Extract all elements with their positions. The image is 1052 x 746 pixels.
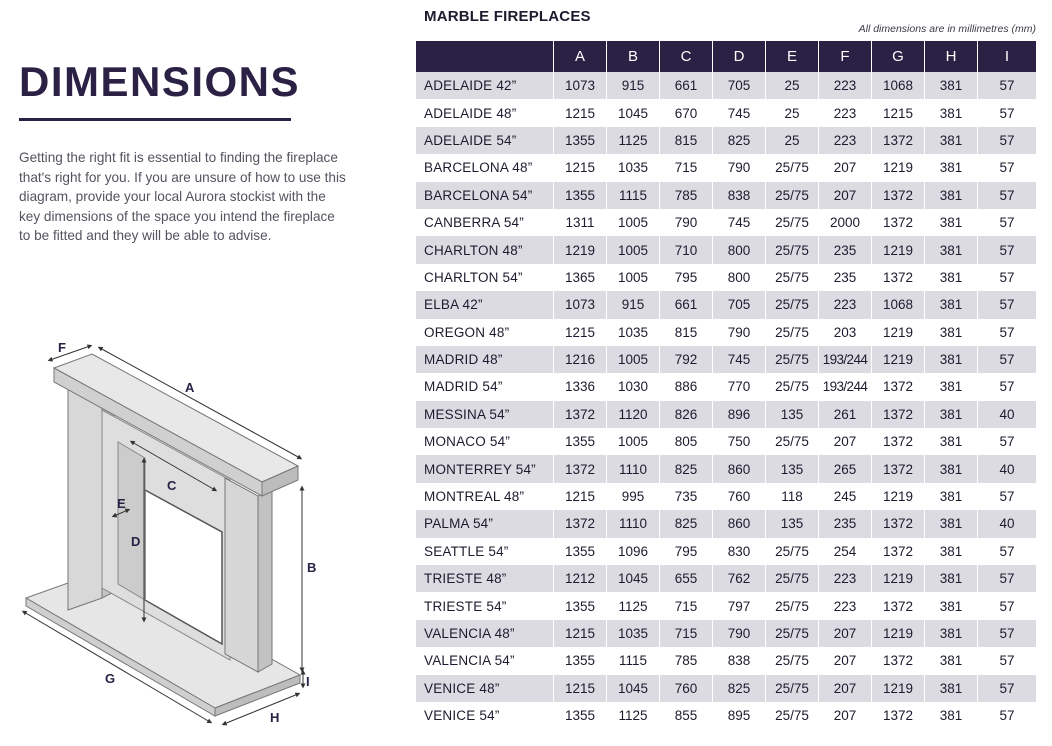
dimension-cell: 1372	[871, 264, 924, 291]
dimensions-table	[416, 41, 1036, 729]
dimension-cell: 25/75	[765, 702, 818, 729]
dimension-cell: 381	[924, 620, 977, 647]
dimension-cell: 1035	[606, 620, 659, 647]
table-body	[416, 72, 1036, 729]
model-name-cell: TRIESTE 48”	[416, 565, 553, 592]
dimension-cell: 1372	[871, 209, 924, 236]
dimension-cell: 57	[977, 154, 1036, 181]
dimension-cell: 1372	[871, 455, 924, 482]
table-row	[416, 483, 1036, 510]
dimension-cell: 25	[765, 127, 818, 154]
dimension-cell: 1005	[606, 264, 659, 291]
diagram-label-a: A	[185, 380, 195, 395]
dimension-cell: 715	[659, 620, 712, 647]
dimension-cell: 1219	[871, 620, 924, 647]
dimension-cell: 203	[818, 319, 871, 346]
header-cell-g: G	[871, 41, 924, 72]
dimension-cell: 57	[977, 538, 1036, 565]
dimension-cell: 207	[818, 675, 871, 702]
model-name-cell: MONACO 54”	[416, 428, 553, 455]
dimension-cell: 1372	[871, 373, 924, 400]
dimension-cell: 1005	[606, 236, 659, 263]
dimension-cell: 381	[924, 182, 977, 209]
dimension-cell: 715	[659, 154, 712, 181]
dimension-cell: 381	[924, 154, 977, 181]
dimension-cell: 40	[977, 401, 1036, 428]
model-name-cell: ADELAIDE 48”	[416, 99, 553, 126]
dimension-cell: 745	[712, 346, 765, 373]
dimension-cell: 1068	[871, 291, 924, 318]
dimension-cell: 235	[818, 264, 871, 291]
table-row	[416, 565, 1036, 592]
dimension-cell: 1219	[871, 236, 924, 263]
dimension-cell: 245	[818, 483, 871, 510]
dimension-cell: 1215	[553, 154, 606, 181]
header-cell-i: I	[977, 41, 1036, 72]
dimension-cell: 25/75	[765, 209, 818, 236]
dimension-cell: 1219	[553, 236, 606, 263]
dimension-cell: 792	[659, 346, 712, 373]
dimension-cell: 1372	[553, 510, 606, 537]
dimension-cell: 1005	[606, 346, 659, 373]
dimension-cell: 25/75	[765, 346, 818, 373]
model-name-cell: PALMA 54”	[416, 510, 553, 537]
dimension-cell: 381	[924, 209, 977, 236]
dimension-cell: 800	[712, 236, 765, 263]
dimension-cell: 1073	[553, 72, 606, 99]
dimension-cell: 1372	[871, 702, 924, 729]
dimension-cell: 57	[977, 428, 1036, 455]
dimension-cell: 381	[924, 510, 977, 537]
dimension-cell: 135	[765, 455, 818, 482]
dimension-cell: 750	[712, 428, 765, 455]
dimension-cell: 1073	[553, 291, 606, 318]
diagram-label-g: G	[105, 671, 116, 686]
dimension-cell: 1365	[553, 264, 606, 291]
dimension-cell: 57	[977, 565, 1036, 592]
dimension-cell: 1336	[553, 373, 606, 400]
intro-paragraph: Getting the right fit is essential to finding the fireplace that's right for you. If you are unsure of how to use this diagram, provide your local Aurora stockist with the key dimensions of the space you intend the fireplace to be fitted and they will be able to advise.	[19, 150, 346, 243]
dimension-cell: 25/75	[765, 620, 818, 647]
dimension-cell: 223	[818, 291, 871, 318]
header-cell-h: H	[924, 41, 977, 72]
dimension-cell: 40	[977, 510, 1036, 537]
dimension-cell: 223	[818, 565, 871, 592]
dimension-cell: 1355	[553, 538, 606, 565]
model-name-cell: MESSINA 54”	[416, 401, 553, 428]
dimension-cell: 57	[977, 319, 1036, 346]
units-note: All dimensions are in millimetres (mm)	[858, 23, 1036, 35]
dimension-cell: 915	[606, 291, 659, 318]
dimension-cell: 25/75	[765, 264, 818, 291]
dimension-cell: 135	[765, 510, 818, 537]
dimension-cell: 1110	[606, 510, 659, 537]
dimension-cell: 57	[977, 483, 1036, 510]
dimension-cell: 207	[818, 154, 871, 181]
table-row	[416, 182, 1036, 209]
model-name-cell: VALENCIA 54”	[416, 647, 553, 674]
model-name-cell: BARCELONA 48”	[416, 154, 553, 181]
dimension-cell: 57	[977, 182, 1036, 209]
dimension-cell: 25	[765, 72, 818, 99]
dimension-cell: 381	[924, 538, 977, 565]
table-row	[416, 538, 1036, 565]
dimension-cell: 1355	[553, 592, 606, 619]
table-row	[416, 620, 1036, 647]
dimension-cell: 760	[659, 675, 712, 702]
dimension-cell: 1215	[553, 99, 606, 126]
dimension-cell: 745	[712, 99, 765, 126]
dimension-cell: 1372	[871, 538, 924, 565]
header-cell-e: E	[765, 41, 818, 72]
header-cell-d: D	[712, 41, 765, 72]
dimension-cell: 1355	[553, 702, 606, 729]
dimension-cell: 815	[659, 319, 712, 346]
dimension-cell: 223	[818, 127, 871, 154]
table-row	[416, 510, 1036, 537]
dimension-cell: 705	[712, 291, 765, 318]
dimension-cell: 25	[765, 99, 818, 126]
dimension-cell: 670	[659, 99, 712, 126]
dimension-cell: 825	[659, 510, 712, 537]
dimension-cell: 207	[818, 620, 871, 647]
dimension-cell: 895	[712, 702, 765, 729]
dimension-cell: 1372	[871, 428, 924, 455]
model-name-cell: ADELAIDE 54”	[416, 127, 553, 154]
table-row	[416, 154, 1036, 181]
dimension-cell: 805	[659, 428, 712, 455]
dimension-cell: 760	[712, 483, 765, 510]
dimension-cell: 705	[712, 72, 765, 99]
dimension-cell: 1035	[606, 319, 659, 346]
diagram-label-h: H	[270, 710, 280, 725]
dimension-cell: 381	[924, 127, 977, 154]
dimension-cell: 762	[712, 565, 765, 592]
model-name-cell: TRIESTE 54”	[416, 592, 553, 619]
model-name-cell: BARCELONA 54”	[416, 182, 553, 209]
dimension-cell: 25/75	[765, 182, 818, 209]
dimension-cell: 770	[712, 373, 765, 400]
dimension-cell: 1215	[871, 99, 924, 126]
dimension-cell: 860	[712, 455, 765, 482]
dimension-cell: 825	[712, 675, 765, 702]
header-cell-b: B	[606, 41, 659, 72]
table-row	[416, 675, 1036, 702]
dimension-cell: 381	[924, 236, 977, 263]
dimension-cell: 826	[659, 401, 712, 428]
table-row	[416, 236, 1036, 263]
dimension-cell: 1355	[553, 127, 606, 154]
dimension-cell: 223	[818, 72, 871, 99]
dimension-cell: 57	[977, 702, 1036, 729]
dimension-cell: 1355	[553, 647, 606, 674]
dimension-cell: 1125	[606, 127, 659, 154]
dimension-cell: 815	[659, 127, 712, 154]
dimension-cell: 57	[977, 620, 1036, 647]
dimension-cell: 57	[977, 127, 1036, 154]
table-header-row	[416, 41, 1036, 72]
dimension-cell: 381	[924, 291, 977, 318]
dimension-cell: 207	[818, 647, 871, 674]
dimension-cell: 896	[712, 401, 765, 428]
table-row	[416, 209, 1036, 236]
dimension-cell: 1215	[553, 483, 606, 510]
dimension-cell: 25/75	[765, 428, 818, 455]
model-name-cell: CHARLTON 48”	[416, 236, 553, 263]
model-name-cell: VENICE 48”	[416, 675, 553, 702]
dimension-cell: 381	[924, 455, 977, 482]
table-row	[416, 291, 1036, 318]
dimension-cell: 855	[659, 702, 712, 729]
right-leg-shape	[225, 478, 272, 672]
dimension-cell: 57	[977, 264, 1036, 291]
dimension-cell: 1115	[606, 182, 659, 209]
dimension-cell: 235	[818, 236, 871, 263]
dimension-cell: 1219	[871, 565, 924, 592]
dimension-cell: 1120	[606, 401, 659, 428]
dimension-cell: 381	[924, 675, 977, 702]
model-name-cell: MADRID 48”	[416, 346, 553, 373]
left-panel	[0, 0, 400, 746]
dimension-cell: 57	[977, 236, 1036, 263]
dimension-cell: 25/75	[765, 592, 818, 619]
model-name-cell: SEATTLE 54”	[416, 538, 553, 565]
dimension-cell: 25/75	[765, 373, 818, 400]
table-row	[416, 99, 1036, 126]
dimension-cell: 265	[818, 455, 871, 482]
table-row	[416, 264, 1036, 291]
model-name-cell: MONTREAL 48”	[416, 483, 553, 510]
dimension-cell: 25/75	[765, 647, 818, 674]
dimension-cell: 860	[712, 510, 765, 537]
dimension-cell: 1005	[606, 428, 659, 455]
dimension-cell: 1355	[553, 428, 606, 455]
dimension-cell: 207	[818, 702, 871, 729]
dimension-cell: 193/244	[818, 373, 871, 400]
model-name-cell: VALENCIA 48”	[416, 620, 553, 647]
table-row	[416, 647, 1036, 674]
dimension-cell: 790	[712, 319, 765, 346]
dimension-cell: 25/75	[765, 319, 818, 346]
dimension-cell: 207	[818, 182, 871, 209]
dimension-cell: 57	[977, 72, 1036, 99]
header-cell-c: C	[659, 41, 712, 72]
dimension-cell: 785	[659, 182, 712, 209]
page-title: DIMENSIONS	[19, 58, 301, 105]
table-row	[416, 373, 1036, 400]
model-name-cell: ELBA 42”	[416, 291, 553, 318]
dimension-cell: 381	[924, 72, 977, 99]
dimension-cell: 381	[924, 483, 977, 510]
dimension-cell: 135	[765, 401, 818, 428]
dimension-cell: 1372	[871, 401, 924, 428]
diagram-label-e: E	[117, 496, 126, 511]
dimension-cell: 118	[765, 483, 818, 510]
table-row	[416, 428, 1036, 455]
dimension-cell: 1215	[553, 319, 606, 346]
dimension-cell: 1045	[606, 565, 659, 592]
dimension-cell: 25/75	[765, 291, 818, 318]
dimension-cell: 25/75	[765, 154, 818, 181]
diagram-label-d: D	[131, 534, 141, 549]
dimension-cell: 381	[924, 264, 977, 291]
dimension-cell: 1215	[553, 620, 606, 647]
dimension-cell: 57	[977, 373, 1036, 400]
dimension-cell: 235	[818, 510, 871, 537]
dimension-cell: 790	[712, 620, 765, 647]
dimension-cell: 790	[659, 209, 712, 236]
dimension-cell: 381	[924, 373, 977, 400]
dimension-cell: 1215	[553, 675, 606, 702]
dimension-cell: 57	[977, 291, 1036, 318]
dimension-cell: 830	[712, 538, 765, 565]
dimension-cell: 655	[659, 565, 712, 592]
dimension-cell: 1030	[606, 373, 659, 400]
header-cell-a: A	[553, 41, 606, 72]
dimension-cell: 223	[818, 592, 871, 619]
dimension-cell: 381	[924, 99, 977, 126]
dimension-cell: 1212	[553, 565, 606, 592]
dimension-cell: 57	[977, 647, 1036, 674]
dimension-cell: 381	[924, 702, 977, 729]
dimension-cell: 1219	[871, 319, 924, 346]
dimension-cell: 661	[659, 72, 712, 99]
dimension-cell: 1035	[606, 154, 659, 181]
dimension-cell: 261	[818, 401, 871, 428]
dimension-cell: 381	[924, 319, 977, 346]
diagram-label-i: I	[306, 674, 310, 689]
dimension-cell: 1068	[871, 72, 924, 99]
table-row	[416, 401, 1036, 428]
dimension-cell: 1372	[871, 647, 924, 674]
table-row	[416, 592, 1036, 619]
dimension-cell: 661	[659, 291, 712, 318]
dimension-cell: 1219	[871, 675, 924, 702]
dimension-cell: 1372	[871, 127, 924, 154]
dimension-cell: 57	[977, 592, 1036, 619]
header-cell-model	[416, 41, 553, 72]
dimension-cell: 207	[818, 428, 871, 455]
table-row	[416, 127, 1036, 154]
dimension-cell: 825	[712, 127, 765, 154]
dimension-cell: 1311	[553, 209, 606, 236]
dimension-cell: 1372	[871, 510, 924, 537]
dimension-cell: 1115	[606, 647, 659, 674]
dimension-cell: 715	[659, 592, 712, 619]
dimension-cell: 25/75	[765, 565, 818, 592]
diagram-label-f: F	[58, 340, 66, 355]
dimension-cell: 838	[712, 182, 765, 209]
dimension-cell: 1125	[606, 702, 659, 729]
dimension-cell: 1219	[871, 154, 924, 181]
dimension-cell: 57	[977, 209, 1036, 236]
heading-underline	[19, 118, 291, 121]
dimension-cell: 193/244	[818, 346, 871, 373]
dimension-cell: 797	[712, 592, 765, 619]
diagram-label-b: B	[307, 560, 317, 575]
dimension-cell: 886	[659, 373, 712, 400]
dimension-cell: 745	[712, 209, 765, 236]
dimension-cell: 995	[606, 483, 659, 510]
dimension-cell: 838	[712, 647, 765, 674]
dimension-cell: 1219	[871, 346, 924, 373]
model-name-cell: CANBERRA 54”	[416, 209, 553, 236]
dimension-cell: 1355	[553, 182, 606, 209]
dimension-cell: 1045	[606, 99, 659, 126]
table-row	[416, 455, 1036, 482]
model-name-cell: MONTERREY 54”	[416, 455, 553, 482]
dimension-cell: 57	[977, 346, 1036, 373]
dimension-cell: 381	[924, 401, 977, 428]
dimension-cell: 57	[977, 675, 1036, 702]
dimension-cell: 1372	[553, 401, 606, 428]
dimension-cell: 1096	[606, 538, 659, 565]
dimension-cell: 1125	[606, 592, 659, 619]
dimension-cell: 1045	[606, 675, 659, 702]
dimension-cell: 790	[712, 154, 765, 181]
model-name-cell: MADRID 54”	[416, 373, 553, 400]
dimension-cell: 1216	[553, 346, 606, 373]
dimension-cell: 825	[659, 455, 712, 482]
table-row	[416, 319, 1036, 346]
header-cell-f: F	[818, 41, 871, 72]
dimension-cell: 381	[924, 346, 977, 373]
dimension-cell: 2000	[818, 209, 871, 236]
dimension-cell: 1372	[871, 592, 924, 619]
dimension-cell: 1110	[606, 455, 659, 482]
dimension-cell: 1372	[553, 455, 606, 482]
model-name-cell: ADELAIDE 42”	[416, 72, 553, 99]
dimension-cell: 795	[659, 264, 712, 291]
table-row	[416, 702, 1036, 729]
dimension-cell: 915	[606, 72, 659, 99]
dimension-cell: 735	[659, 483, 712, 510]
table-row	[416, 72, 1036, 99]
dimension-cell: 381	[924, 647, 977, 674]
dimension-cell: 25/75	[765, 538, 818, 565]
table-row	[416, 346, 1036, 373]
dimension-cell: 785	[659, 647, 712, 674]
model-name-cell: CHARLTON 54”	[416, 264, 553, 291]
dimension-cell: 800	[712, 264, 765, 291]
fireplace-diagram	[10, 330, 330, 740]
table-title: MARBLE FIREPLACES	[424, 8, 591, 25]
dimension-cell: 57	[977, 99, 1036, 126]
diagram-label-c: C	[167, 478, 177, 493]
dimension-cell: 25/75	[765, 675, 818, 702]
dimension-cell: 254	[818, 538, 871, 565]
dimension-cell: 223	[818, 99, 871, 126]
dimension-cell: 381	[924, 592, 977, 619]
dimension-cell: 710	[659, 236, 712, 263]
dimension-cell: 25/75	[765, 236, 818, 263]
dimension-cell: 1219	[871, 483, 924, 510]
dimension-cell: 40	[977, 455, 1036, 482]
dimension-cell: 381	[924, 428, 977, 455]
dimension-cell: 1372	[871, 182, 924, 209]
dimension-cell: 1005	[606, 209, 659, 236]
dimension-cell: 795	[659, 538, 712, 565]
model-name-cell: VENICE 54”	[416, 702, 553, 729]
model-name-cell: OREGON 48”	[416, 319, 553, 346]
dimension-cell: 381	[924, 565, 977, 592]
